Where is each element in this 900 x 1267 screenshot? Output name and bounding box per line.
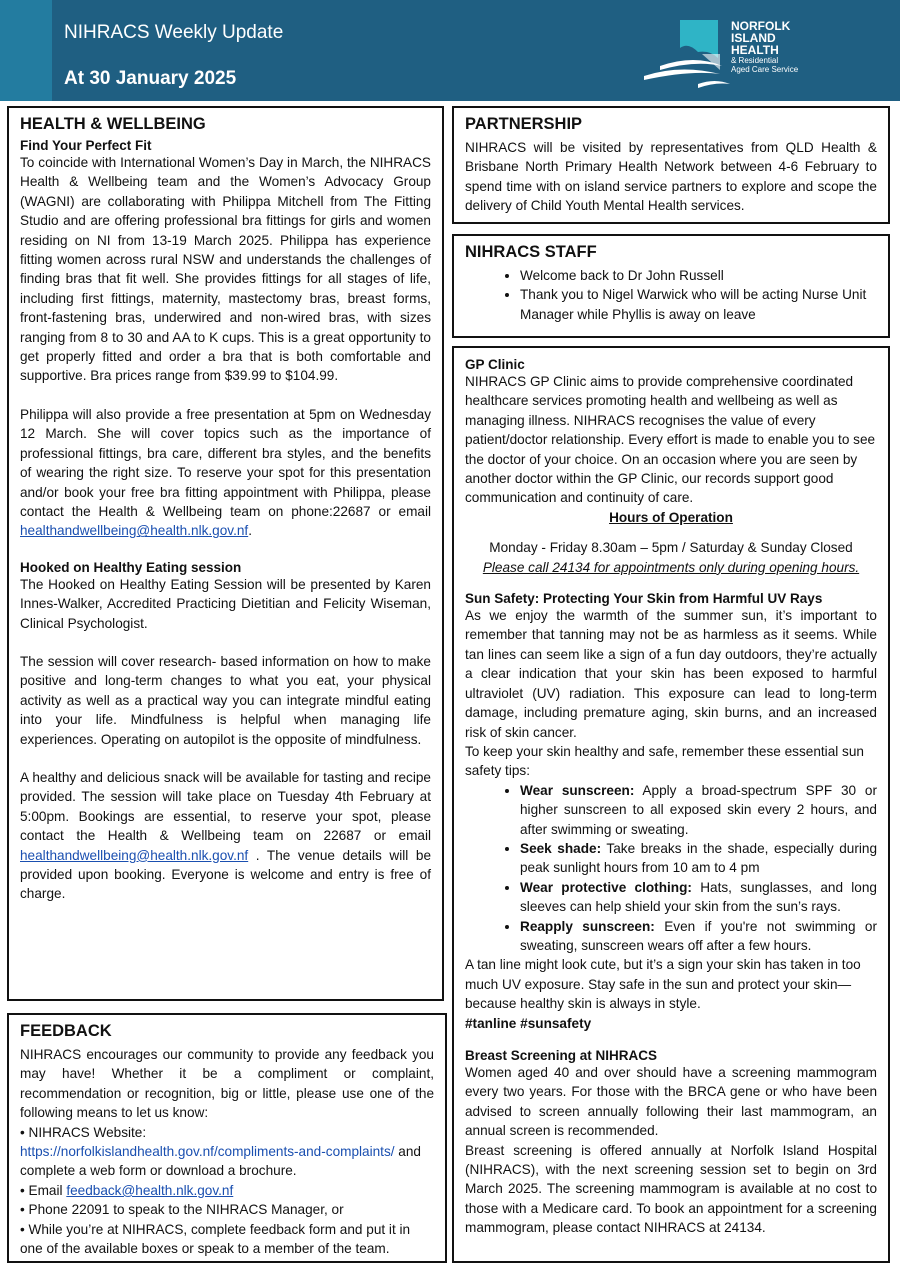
hashtags: #tanline #sunsafety — [465, 1015, 592, 1031]
sun-tip: • Wear protective clothing: Hats, sunglasses, and long sleeves can help shield your skin from the sun’s rays. — [520, 878, 877, 917]
feedback-phone: • Phone 22091 to speak to the NIHRACS Manager, or — [20, 1202, 344, 1218]
partnership-text: NIHRACS will be visited by representatives from QLD Health & Brisbane North Primary Health Network between 4-6 February to spend time with on island service partners to explore and scope the delivery of Child Youth Mental Health services. — [465, 140, 877, 214]
page-header — [0, 0, 900, 101]
email-link[interactable]: healthandwellbeing@health.nlk.gov.nf — [20, 847, 249, 863]
newsletter-date: At 30 January 2025 — [64, 68, 237, 89]
sun-tip: • Seek shade: Take breaks in the shade, especially during peak sunlight hours from 10 am to 4 pm — [520, 839, 877, 878]
clinic-news-section — [452, 346, 890, 1263]
partnership-section — [452, 106, 890, 224]
hours-text: Monday - Friday 8.30am – 5pm / Saturday & Sunday Closed — [489, 540, 853, 556]
section-heading: PARTNERSHIP — [465, 115, 583, 133]
logo-wordmark: NORFOLK ISLAND HEALTH & Residential Aged Care Service — [731, 19, 799, 74]
article-paragraph: The session will cover research- based information on how to make positive and long-term changes to what you eat, your physical activity as well as a practical way you can integrate mindful eating into your life. Mindfulness is helpful when managing life experiences. Operating on autopilot is the opposite of mindfulness. — [20, 653, 431, 747]
article-paragraph: Breast screening is offered annually at Norfolk Island Hospital (NIHRACS), with the next screening session set to begin on 3rd March 2025. The screening mammogram is available at no cost to those with a Medicare card. To book an appointment for a screening mammogram, please contact NIHRACS at 24134. — [465, 1142, 877, 1236]
staff-item: • Welcome back to Dr John Russell — [520, 266, 877, 285]
article-paragraph: Philippa will also provide a free presentation at 5pm on Wednesday 12 March. She will cover topics such as the importance of professional fittings, bra care, different bra styles, and the benefits of wearing the right size. To reserve your spot for this presentation and/or book your free bra fitting appointment with Philippa, please contact the Health & Wellbeing team on phone:22687 or email healthandwellbeing@health.nlk.gov.nf. — [20, 406, 431, 539]
email-link[interactable]: healthandwellbeing@health.nlk.gov.nf — [20, 523, 249, 539]
article-title: Hooked on Healthy Eating session — [20, 559, 242, 575]
website-link[interactable]: https://norfolkislandhealth.gov.nf/compliments-and-complaints/ — [20, 1144, 395, 1160]
sun-tips-list — [465, 781, 877, 956]
email-link[interactable]: feedback@health.nlk.gov.nf — [66, 1182, 234, 1198]
staff-section — [452, 234, 890, 338]
article-paragraph: To keep your skin healthy and safe, remember these essential sun safety tips: — [465, 743, 864, 779]
article-title: Sun Safety: Protecting Your Skin from Harmful UV Rays — [465, 591, 823, 607]
article-paragraph: As we enjoy the warmth of the summer sun, it’s important to remember that tanning may not be as harmless as it seems. While tan lines can seem like a sign of a fun day outdoors, they’re actually a clear indication that your skin has been exposed to harmful ultraviolet (UV) radiation. This exposure can lead to long-term damage, including premature aging, skin burns, and an increased risk of skin cancer. — [465, 608, 877, 740]
section-heading: NIHRACS STAFF — [465, 243, 597, 261]
feedback-email: • Email feedback@health.nlk.gov.nf — [20, 1182, 234, 1198]
article-paragraph: A tan line might look cute, but it’s a sign your skin has taken in too much UV exposure. Stay safe in the sun and protect your skin—because healthy skin is always in style. — [465, 957, 861, 1012]
staff-item: • Thank you to Nigel Warwick who will be acting Nurse Unit Manager while Phyllis is away on leave — [520, 285, 877, 324]
newsletter-title: NIHRACS Weekly Update — [64, 22, 284, 43]
hours-heading: Hours of Operation — [609, 509, 733, 525]
hours-note: Please call 24134 for appointments only during opening hours. — [482, 559, 860, 575]
section-heading: FEEDBACK — [20, 1022, 112, 1040]
article-paragraph: To coincide with International Women’s Day in March, the NIHRACS Health & Wellbeing team and the Women’s Advocacy Group (WAGNI) are collaborating with Philippa Mitchell from The Fitting Studio and are offering professional bra fittings for girls and women residing on NI from 13-19 March 2025. Philippa has experience fitting women across rural NSW and understands the challenges of finding bras that fit well. She provides fittings for all stages of life, including first fittings, maternity, mastectomy bras, breast forms, front-fastening bras, underwired and non-wired bras, with sizes ranging from 8 to 30 and AA to K cups. This is a great opportunity to get properly fitted and order a bra that is both comfortable and supportive. Bra prices range from $39.99 to $104.99. — [20, 155, 431, 384]
section-heading: HEALTH & WELLBEING — [20, 115, 206, 133]
article-title: Find Your Perfect Fit — [20, 138, 152, 153]
sun-tip: • Wear sunscreen: Apply a broad-spectrum SPF 30 or higher sunscreen to all exposed skin every 2 hours, and after swimming or sweating. — [520, 781, 877, 839]
article-title: Breast Screening at NIHRACS — [465, 1048, 658, 1063]
feedback-website: • NIHRACS Website: https://norfolkislandhealth.gov.nf/compliments-and-complaints/ and complete a web form or download a brochure. — [20, 1124, 421, 1179]
article-paragraph: A healthy and delicious snack will be available for tasting and recipe provided. The session will take place on Tuesday 4th February at 5:00pm. Bookings are essential, to reserve your spot, please contact the Health & Wellbeing team on 22687 or email healthandwellbeing@health.nlk.gov.nf . The venue details will be provided upon booking. Everyone is welcome and entry is free of charge. — [20, 769, 431, 902]
feedback-section — [7, 1013, 447, 1263]
article-title: GP Clinic — [465, 357, 525, 372]
article-paragraph: NIHRACS GP Clinic aims to provide comprehensive coordinated healthcare services promoting health and wellbeing as well as managing illness. NIHRACS recognises the value of every patient/doctor relationship. Every effort is made to enable you to see the doctor of your choice. On an occasion where you are seen by another doctor within the GP Clinic, our records support good communication and continuity of care. — [465, 374, 876, 506]
staff-list — [465, 266, 877, 324]
article-paragraph: The Hooked on Healthy Eating Session will be presented by Karen Innes-Walker, Accredited Practicing Dietitian and Felicity Wiseman, Clinical Psychologist. — [20, 576, 431, 631]
feedback-intro: NIHRACS encourages our community to provide any feedback you may have! Whether it be a compliment or complaint, recommendation or recognition, big or little, please use one of the following means to let us know: — [20, 1047, 434, 1121]
article-paragraph: Women aged 40 and over should have a screening mammogram every two years. For those with the BRCA gene or who have been advised to screen annually following their last mammogram, an annual screen is recommended. — [465, 1065, 877, 1139]
sun-tip: • Reapply sunscreen: Even if you're not swimming or sweating, sunscreen wears off after a few hours. — [520, 917, 877, 956]
health-wellbeing-section — [7, 106, 444, 1001]
header-accent-stripe — [0, 0, 52, 101]
feedback-in-person: • While you’re at NIHRACS, complete feedback form and put it in one of the available boxes or speak to a member of the team. — [20, 1221, 411, 1257]
